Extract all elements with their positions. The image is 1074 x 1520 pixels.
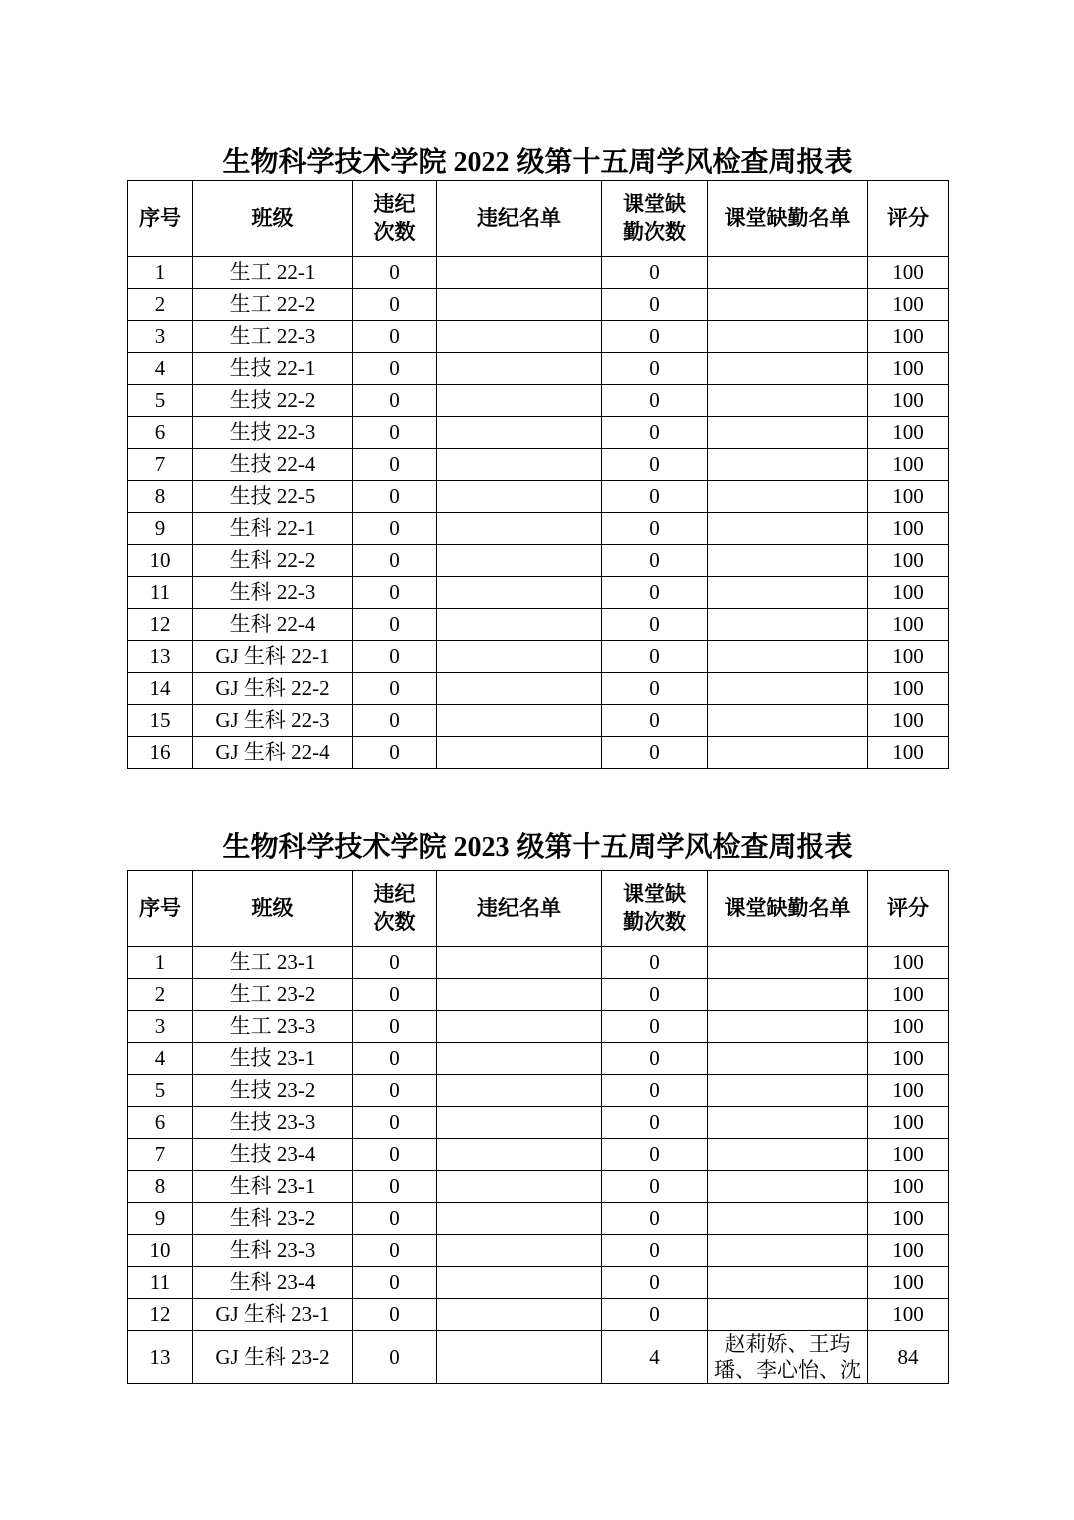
table-cell: 0 <box>602 480 708 512</box>
table-cell <box>708 946 868 978</box>
table-cell: 0 <box>353 1170 437 1202</box>
report-2022-header <box>128 180 949 256</box>
table-cell <box>708 1266 868 1298</box>
table-cell <box>708 1234 868 1266</box>
table-cell: 100 <box>868 448 949 480</box>
header-serial-number: 序号 <box>128 180 193 256</box>
table-cell: 生工 23-1 <box>193 946 353 978</box>
table-row <box>128 946 949 978</box>
table-row <box>128 480 949 512</box>
report-2022-title: 生物科学技术学院 2022 级第十五周学风检查周报表 <box>222 147 853 178</box>
table-cell: 0 <box>353 946 437 978</box>
table-cell <box>708 416 868 448</box>
table-cell <box>708 480 868 512</box>
table-cell: 0 <box>602 416 708 448</box>
table-cell: 100 <box>868 608 949 640</box>
table-cell: GJ 生科 22-2 <box>193 672 353 704</box>
table-cell: 0 <box>602 736 708 768</box>
table-cell <box>708 544 868 576</box>
table-cell: 0 <box>353 448 437 480</box>
table-cell: 8 <box>128 480 193 512</box>
table-cell: 100 <box>868 512 949 544</box>
table-cell: 0 <box>602 352 708 384</box>
table-cell: 0 <box>353 384 437 416</box>
report-2022-body <box>128 256 949 768</box>
table-cell <box>437 1298 602 1330</box>
table-cell: 0 <box>353 352 437 384</box>
table-cell: 8 <box>128 1170 193 1202</box>
table-cell: 0 <box>353 256 437 288</box>
table-row <box>128 736 949 768</box>
report-2023-table <box>127 870 949 1385</box>
header-score: 评分 <box>868 180 949 256</box>
table-cell <box>437 1010 602 1042</box>
table-cell: 0 <box>602 608 708 640</box>
table-row <box>128 256 949 288</box>
table-cell <box>708 448 868 480</box>
table-cell: 生科 23-1 <box>193 1170 353 1202</box>
table-cell: 1 <box>128 256 193 288</box>
table-cell: 100 <box>868 1170 949 1202</box>
table-cell: 2 <box>128 978 193 1010</box>
table-row <box>128 1074 949 1106</box>
table-row <box>128 978 949 1010</box>
table-cell: 0 <box>602 448 708 480</box>
table-row <box>128 544 949 576</box>
table-cell: 生科 22-2 <box>193 544 353 576</box>
table-cell: 100 <box>868 576 949 608</box>
report-2023-title: 生物科学技术学院 2023 级第十五周学风检查周报表 <box>222 832 853 863</box>
table-cell: 0 <box>353 1330 437 1384</box>
table-cell <box>708 256 868 288</box>
table-cell: 100 <box>868 544 949 576</box>
table-cell: 0 <box>353 978 437 1010</box>
table-cell: 3 <box>128 1010 193 1042</box>
table-cell: 100 <box>868 1138 949 1170</box>
table-cell: GJ 生科 22-1 <box>193 640 353 672</box>
table-cell: 0 <box>602 544 708 576</box>
table-cell: 生技 22-4 <box>193 448 353 480</box>
table-cell <box>437 1330 602 1384</box>
table-cell: 16 <box>128 736 193 768</box>
table-cell: 100 <box>868 946 949 978</box>
table-cell: 0 <box>353 672 437 704</box>
table-cell: 2 <box>128 288 193 320</box>
table-cell <box>708 384 868 416</box>
table-cell: 4 <box>602 1330 708 1384</box>
report-2022-table <box>127 180 949 769</box>
table-cell: 6 <box>128 1106 193 1138</box>
header-class: 班级 <box>193 870 353 946</box>
table-cell <box>437 608 602 640</box>
table-cell: 9 <box>128 1202 193 1234</box>
table-row <box>128 1106 949 1138</box>
table-cell <box>437 480 602 512</box>
table-cell: 100 <box>868 640 949 672</box>
header-violation-count: 违纪次数 <box>353 180 437 256</box>
table-cell: 生科 23-2 <box>193 1202 353 1234</box>
table-cell: 生工 22-3 <box>193 320 353 352</box>
table-cell: 12 <box>128 608 193 640</box>
table-cell: 9 <box>128 512 193 544</box>
table-cell: 100 <box>868 978 949 1010</box>
table-cell <box>437 288 602 320</box>
table-row <box>128 416 949 448</box>
table-cell: 0 <box>353 1138 437 1170</box>
table-cell <box>437 256 602 288</box>
table-cell: 生技 22-5 <box>193 480 353 512</box>
table-cell: 0 <box>353 704 437 736</box>
table-cell: 0 <box>602 320 708 352</box>
table-cell <box>708 352 868 384</box>
table-row <box>128 352 949 384</box>
table-cell: 100 <box>868 480 949 512</box>
table-cell: GJ 生科 22-4 <box>193 736 353 768</box>
table-cell: 0 <box>602 256 708 288</box>
table-row <box>128 672 949 704</box>
table-cell <box>708 1010 868 1042</box>
table-cell: 0 <box>353 1042 437 1074</box>
table-cell: 12 <box>128 1298 193 1330</box>
table-row <box>128 1202 949 1234</box>
table-cell <box>437 672 602 704</box>
table-cell <box>708 1106 868 1138</box>
table-row <box>128 448 949 480</box>
table-cell: 15 <box>128 704 193 736</box>
table-row <box>128 1010 949 1042</box>
table-cell <box>708 736 868 768</box>
table-cell: 0 <box>353 736 437 768</box>
table-cell: 0 <box>602 1074 708 1106</box>
table-cell: 0 <box>353 1234 437 1266</box>
table-cell: 11 <box>128 1266 193 1298</box>
table-cell: 0 <box>353 544 437 576</box>
table-cell <box>437 1266 602 1298</box>
table-cell: 0 <box>602 672 708 704</box>
table-cell: 0 <box>353 608 437 640</box>
table-cell: 100 <box>868 1106 949 1138</box>
table-cell: 生工 23-3 <box>193 1010 353 1042</box>
table-cell <box>437 640 602 672</box>
table-row <box>128 320 949 352</box>
header-row <box>128 180 949 256</box>
table-cell: 0 <box>602 1010 708 1042</box>
header-serial-number: 序号 <box>128 870 193 946</box>
header-absence-list: 课堂缺勤名单 <box>708 870 868 946</box>
table-cell <box>437 1234 602 1266</box>
table-cell: GJ 生科 22-3 <box>193 704 353 736</box>
header-absence-list: 课堂缺勤名单 <box>708 180 868 256</box>
table-cell: 7 <box>128 1138 193 1170</box>
table-cell: 0 <box>602 946 708 978</box>
header-violation-count: 违纪次数 <box>353 870 437 946</box>
table-cell <box>708 1138 868 1170</box>
table-cell <box>708 978 868 1010</box>
table-cell: 4 <box>128 1042 193 1074</box>
table-cell: 100 <box>868 672 949 704</box>
table-cell: 5 <box>128 384 193 416</box>
table-cell: 0 <box>602 512 708 544</box>
table-cell <box>437 416 602 448</box>
table-cell: 3 <box>128 320 193 352</box>
header-score: 评分 <box>868 870 949 946</box>
table-cell <box>437 1074 602 1106</box>
table-cell <box>708 1298 868 1330</box>
table-cell: 生技 22-1 <box>193 352 353 384</box>
table-cell <box>437 544 602 576</box>
header-violation-list: 违纪名单 <box>437 870 602 946</box>
table-cell: GJ 生科 23-1 <box>193 1298 353 1330</box>
table-cell: 生技 22-2 <box>193 384 353 416</box>
report-2023-header <box>128 870 949 946</box>
table-cell: 0 <box>602 1106 708 1138</box>
table-cell: 0 <box>353 1010 437 1042</box>
table-cell: 100 <box>868 1042 949 1074</box>
table-cell <box>708 1074 868 1106</box>
table-row <box>128 1170 949 1202</box>
table-cell: 生科 23-4 <box>193 1266 353 1298</box>
table-cell: 100 <box>868 320 949 352</box>
table-cell: 6 <box>128 416 193 448</box>
table-cell <box>437 704 602 736</box>
table-cell: 0 <box>353 1202 437 1234</box>
table-cell <box>708 320 868 352</box>
table-cell <box>437 576 602 608</box>
table-cell: 100 <box>868 1266 949 1298</box>
table-cell: 0 <box>353 1298 437 1330</box>
table-cell <box>437 1170 602 1202</box>
table-cell: 0 <box>602 1298 708 1330</box>
table-cell: 0 <box>353 480 437 512</box>
table-cell: 0 <box>602 1202 708 1234</box>
table-cell <box>708 1042 868 1074</box>
table-cell: 100 <box>868 256 949 288</box>
table-cell: 0 <box>602 384 708 416</box>
table-row <box>128 1330 949 1384</box>
table-cell: 100 <box>868 288 949 320</box>
table-cell: GJ 生科 23-2 <box>193 1330 353 1384</box>
table-cell: 100 <box>868 1298 949 1330</box>
table-cell: 13 <box>128 640 193 672</box>
table-cell: 0 <box>353 640 437 672</box>
table-cell: 100 <box>868 704 949 736</box>
table-cell: 生工 22-2 <box>193 288 353 320</box>
report-2023-body <box>128 946 949 1384</box>
table-cell: 生科 22-3 <box>193 576 353 608</box>
table-cell <box>437 1106 602 1138</box>
table-cell: 0 <box>602 978 708 1010</box>
table-cell <box>708 608 868 640</box>
table-row <box>128 384 949 416</box>
table-cell: 0 <box>602 1170 708 1202</box>
table-cell: 100 <box>868 384 949 416</box>
table-cell: 0 <box>602 1234 708 1266</box>
table-row <box>128 1298 949 1330</box>
table-cell <box>437 352 602 384</box>
table-row <box>128 576 949 608</box>
table-cell <box>708 1170 868 1202</box>
table-cell: 0 <box>353 1106 437 1138</box>
table-cell <box>437 978 602 1010</box>
table-row <box>128 640 949 672</box>
table-cell: 生科 23-3 <box>193 1234 353 1266</box>
header-absence-count: 课堂缺勤次数 <box>602 180 708 256</box>
header-class: 班级 <box>193 180 353 256</box>
table-row <box>128 1234 949 1266</box>
table-cell: 0 <box>353 1266 437 1298</box>
table-cell: 0 <box>602 704 708 736</box>
report-2023-section <box>127 831 948 1384</box>
table-cell: 14 <box>128 672 193 704</box>
table-row <box>128 608 949 640</box>
table-cell: 84 <box>868 1330 949 1384</box>
table-cell <box>708 512 868 544</box>
table-cell: 生科 22-4 <box>193 608 353 640</box>
table-cell: 生技 23-4 <box>193 1138 353 1170</box>
table-cell: 生技 23-2 <box>193 1074 353 1106</box>
table-cell: 13 <box>128 1330 193 1384</box>
table-cell <box>437 736 602 768</box>
table-row <box>128 1042 949 1074</box>
table-cell: 0 <box>353 576 437 608</box>
table-row <box>128 704 949 736</box>
table-cell: 生技 23-1 <box>193 1042 353 1074</box>
table-cell <box>708 640 868 672</box>
table-cell: 100 <box>868 1010 949 1042</box>
table-cell: 100 <box>868 352 949 384</box>
table-cell: 10 <box>128 1234 193 1266</box>
table-cell: 0 <box>602 640 708 672</box>
table-cell: 11 <box>128 576 193 608</box>
table-cell: 生技 22-3 <box>193 416 353 448</box>
table-cell: 0 <box>353 512 437 544</box>
table-cell: 0 <box>353 288 437 320</box>
table-cell: 100 <box>868 736 949 768</box>
table-cell: 0 <box>353 1074 437 1106</box>
table-cell: 100 <box>868 416 949 448</box>
table-cell: 1 <box>128 946 193 978</box>
table-cell: 100 <box>868 1074 949 1106</box>
table-cell <box>708 672 868 704</box>
table-cell <box>437 448 602 480</box>
table-cell: 生工 23-2 <box>193 978 353 1010</box>
table-cell <box>437 320 602 352</box>
table-cell <box>437 384 602 416</box>
table-cell <box>708 288 868 320</box>
table-cell: 7 <box>128 448 193 480</box>
table-cell: 生工 22-1 <box>193 256 353 288</box>
table-cell: 生技 23-3 <box>193 1106 353 1138</box>
table-cell <box>437 1138 602 1170</box>
table-cell: 0 <box>602 576 708 608</box>
header-violation-list: 违纪名单 <box>437 180 602 256</box>
table-row <box>128 288 949 320</box>
table-cell <box>437 1202 602 1234</box>
table-cell: 4 <box>128 352 193 384</box>
report-2022-section <box>127 146 948 769</box>
table-cell: 10 <box>128 544 193 576</box>
table-cell: 0 <box>353 320 437 352</box>
table-cell <box>708 1202 868 1234</box>
table-cell: 0 <box>602 288 708 320</box>
table-cell <box>437 512 602 544</box>
table-cell: 100 <box>868 1234 949 1266</box>
table-cell: 100 <box>868 1202 949 1234</box>
table-row <box>128 1138 949 1170</box>
table-cell <box>708 576 868 608</box>
table-cell: 赵莉娇、王玙璠、李心怡、沈 <box>708 1330 868 1384</box>
table-cell: 0 <box>602 1138 708 1170</box>
table-row <box>128 1266 949 1298</box>
table-cell: 0 <box>602 1042 708 1074</box>
table-cell: 0 <box>602 1266 708 1298</box>
table-row <box>128 512 949 544</box>
table-cell <box>708 704 868 736</box>
header-row <box>128 870 949 946</box>
table-cell: 生科 22-1 <box>193 512 353 544</box>
table-cell <box>437 1042 602 1074</box>
table-cell <box>437 946 602 978</box>
table-cell: 5 <box>128 1074 193 1106</box>
table-cell: 0 <box>353 416 437 448</box>
header-absence-count: 课堂缺勤次数 <box>602 870 708 946</box>
